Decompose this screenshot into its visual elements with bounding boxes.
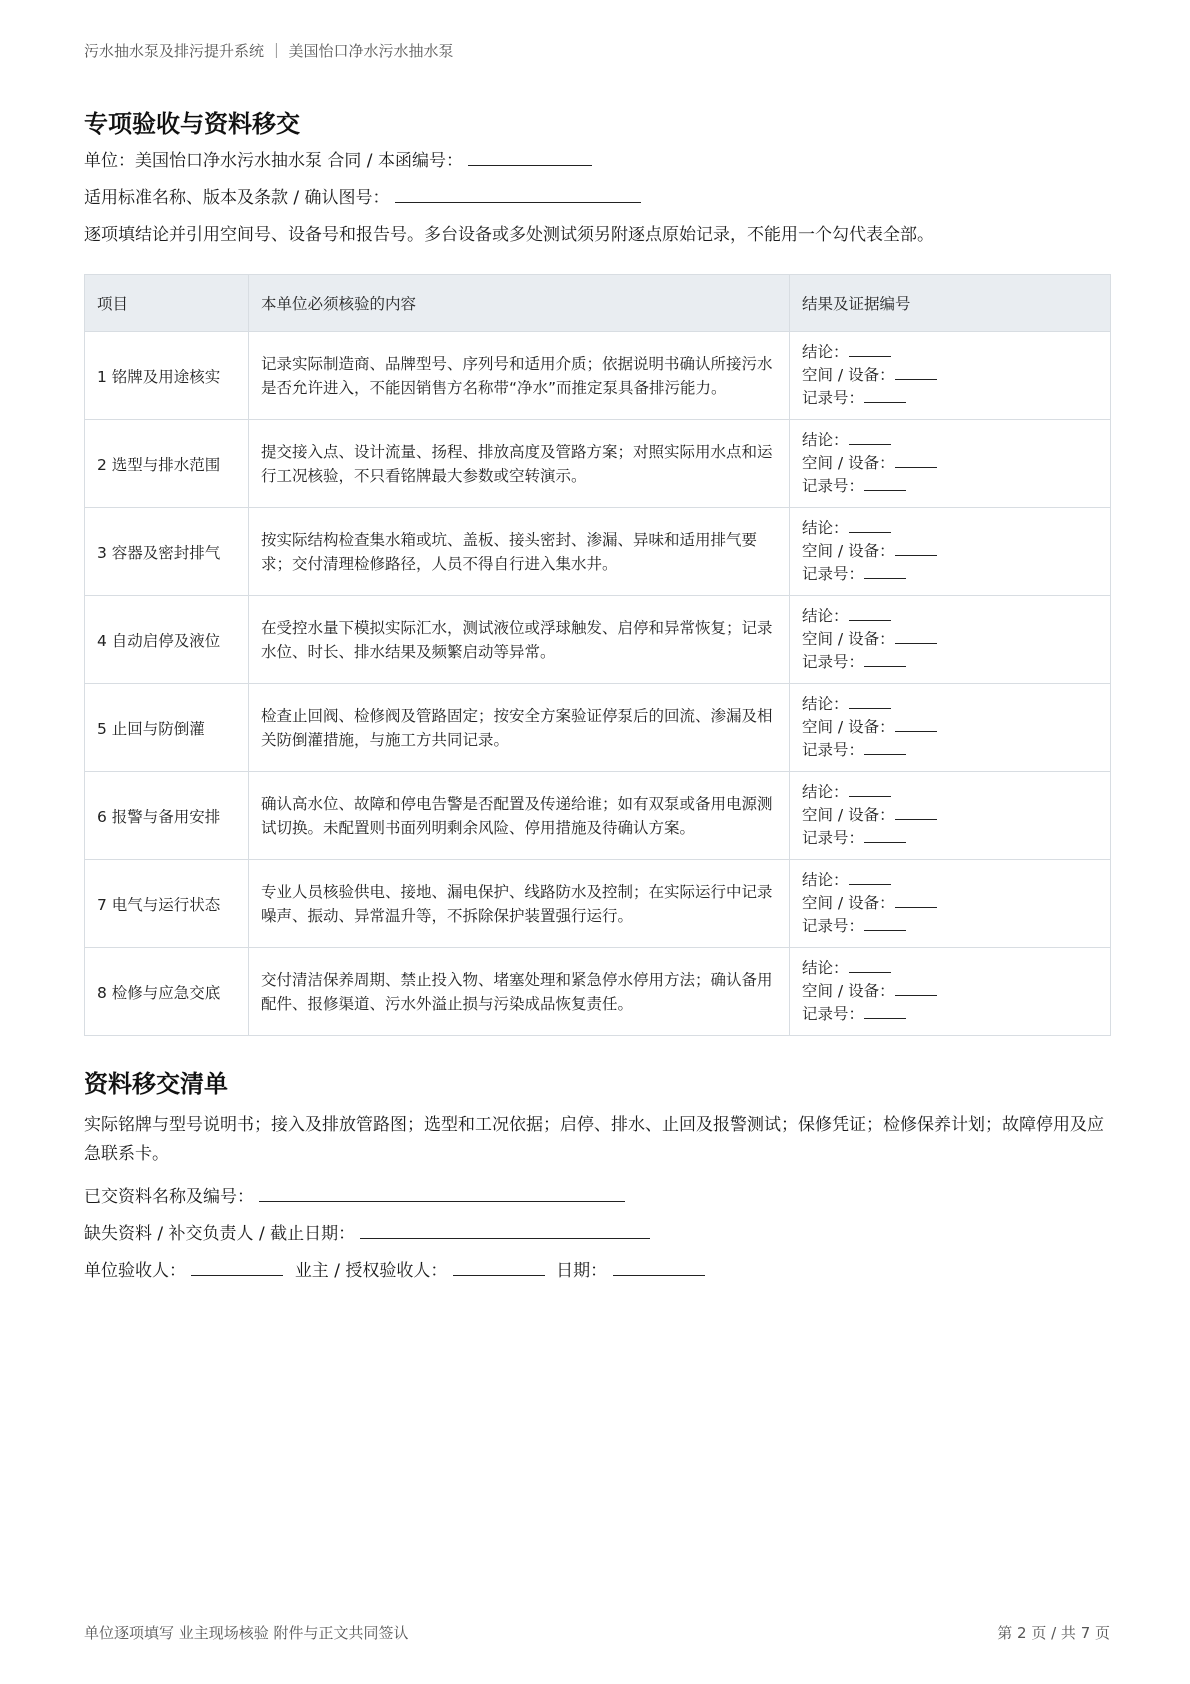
result-line	[802, 651, 1098, 674]
result-line	[802, 980, 1098, 1003]
missing-docs-field[interactable]	[360, 1220, 650, 1239]
record-number-field[interactable]	[864, 827, 906, 843]
result-label: 空间 / 设备：	[802, 366, 895, 384]
result-label: 结论：	[802, 783, 849, 801]
row-item: 3 容器及密封排气	[85, 508, 249, 596]
unit-line	[84, 146, 592, 171]
result-line	[802, 804, 1098, 827]
delivered-docs-label: 已交资料名称及编号：	[84, 1187, 254, 1207]
instruction-line: 逐项填结论并引用空间号、设备号和报告号。多台设备或多处测试须另附逐点原始记录，不能用一个勾代表全部。	[84, 225, 934, 245]
result-label: 结论：	[802, 519, 849, 537]
result-label: 记录号：	[802, 917, 865, 935]
row-result	[790, 596, 1111, 684]
row-result	[790, 684, 1111, 772]
result-line	[802, 341, 1098, 364]
row-item: 5 止回与防倒灌	[85, 684, 249, 772]
result-label: 空间 / 设备：	[802, 718, 895, 736]
unit-acceptor-field[interactable]	[191, 1257, 283, 1276]
row-result	[790, 948, 1111, 1036]
conclusion-field[interactable]	[849, 781, 891, 797]
result-line	[802, 827, 1098, 850]
result-label: 空间 / 设备：	[802, 454, 895, 472]
row-item: 7 电气与运行状态	[85, 860, 249, 948]
space-device-field[interactable]	[895, 452, 937, 468]
row-content: 记录实际制造商、品牌型号、序列号和适用介质；依据说明书确认所接污水是否允许进入，不能因销售方名称带“净水”而推定泵具备排污能力。	[249, 332, 790, 420]
table-row	[85, 948, 1111, 1036]
record-number-field[interactable]	[864, 739, 906, 755]
result-line	[802, 605, 1098, 628]
conclusion-field[interactable]	[849, 429, 891, 445]
date-field[interactable]	[613, 1257, 705, 1276]
unit-acceptor-label: 单位验收人：	[84, 1261, 186, 1281]
row-content: 确认高水位、故障和停电告警是否配置及传递给谁；如有双泵或备用电源测试切换。未配置则书面列明剩余风险、停用措施及待确认方案。	[249, 772, 790, 860]
result-line	[802, 1003, 1098, 1026]
record-number-field[interactable]	[864, 1003, 906, 1019]
table-row	[85, 596, 1111, 684]
header-result: 结果及证据编号	[790, 275, 1111, 332]
signature-line	[84, 1256, 705, 1281]
result-label: 空间 / 设备：	[802, 894, 895, 912]
result-line	[802, 540, 1098, 563]
result-line	[802, 475, 1098, 498]
row-item: 4 自动启停及液位	[85, 596, 249, 684]
date-label: 日期：	[556, 1261, 608, 1281]
result-label: 结论：	[802, 431, 849, 449]
result-label: 空间 / 设备：	[802, 542, 895, 560]
handover-list: 实际铭牌与型号说明书；接入及排放管路图；选型和工况依据；启停、排水、止回及报警测试；保修凭证；检修保养计划；故障停用及应急联系卡。	[84, 1115, 1104, 1164]
owner-acceptor-label: 业主 / 授权验收人：	[294, 1261, 448, 1281]
result-line	[802, 716, 1098, 739]
header-content: 本单位必须核验的内容	[249, 275, 790, 332]
row-result	[790, 420, 1111, 508]
result-line	[802, 915, 1098, 938]
space-device-field[interactable]	[895, 540, 937, 556]
result-line	[802, 387, 1098, 410]
table-row	[85, 420, 1111, 508]
record-number-field[interactable]	[864, 651, 906, 667]
result-label: 空间 / 设备：	[802, 982, 895, 1000]
result-line	[802, 957, 1098, 980]
result-line	[802, 628, 1098, 651]
result-label: 记录号：	[802, 389, 865, 407]
record-number-field[interactable]	[864, 387, 906, 403]
result-line	[802, 563, 1098, 586]
result-line	[802, 739, 1098, 762]
delivered-docs-field[interactable]	[259, 1183, 625, 1202]
conclusion-field[interactable]	[849, 957, 891, 973]
row-item: 6 报警与备用安排	[85, 772, 249, 860]
row-content: 提交接入点、设计流量、扬程、排放高度及管路方案；对照实际用水点和运行工况核验，不只看铭牌最大参数或空转演示。	[249, 420, 790, 508]
table-row	[85, 860, 1111, 948]
unit-line-label: 单位：美国怡口净水污水抽水泵 合同 / 本函编号：	[84, 151, 463, 171]
page-number: 第 2 页 / 共 7 页	[997, 1624, 1110, 1642]
header-item: 项目	[85, 275, 249, 332]
result-line	[802, 517, 1098, 540]
result-line	[802, 452, 1098, 475]
result-label: 结论：	[802, 959, 849, 977]
result-label: 记录号：	[802, 1005, 865, 1023]
space-device-field[interactable]	[895, 364, 937, 380]
missing-docs-line	[84, 1219, 650, 1244]
row-content: 交付清洁保养周期、禁止投入物、堵塞处理和紧急停水停用方法；确认备用配件、报修渠道、污水外溢止损与污染成品恢复责任。	[249, 948, 790, 1036]
table-row	[85, 684, 1111, 772]
row-content: 在受控水量下模拟实际汇水，测试液位或浮球触发、启停和异常恢复；记录水位、时长、排水结果及频繁启动等异常。	[249, 596, 790, 684]
record-number-field[interactable]	[864, 563, 906, 579]
running-header: 污水抽水泵及排污提升系统 ｜ 美国怡口净水污水抽水泵	[84, 42, 454, 60]
space-device-field[interactable]	[895, 716, 937, 732]
result-label: 空间 / 设备：	[802, 806, 895, 824]
result-line	[802, 892, 1098, 915]
owner-acceptor-field[interactable]	[453, 1257, 545, 1276]
conclusion-field[interactable]	[849, 341, 891, 357]
conclusion-field[interactable]	[849, 693, 891, 709]
conclusion-field[interactable]	[849, 869, 891, 885]
result-line	[802, 693, 1098, 716]
row-result	[790, 332, 1111, 420]
section-title: 专项验收与资料移交	[84, 110, 300, 138]
conclusion-field[interactable]	[849, 605, 891, 621]
space-device-field[interactable]	[895, 892, 937, 908]
table-row	[85, 332, 1111, 420]
row-result	[790, 508, 1111, 596]
space-device-field[interactable]	[895, 628, 937, 644]
result-label: 结论：	[802, 607, 849, 625]
space-device-field[interactable]	[895, 804, 937, 820]
record-number-field[interactable]	[864, 475, 906, 491]
row-item: 2 选型与排水范围	[85, 420, 249, 508]
row-result	[790, 772, 1111, 860]
result-label: 记录号：	[802, 741, 865, 759]
record-number-field[interactable]	[864, 915, 906, 931]
result-label: 记录号：	[802, 565, 865, 583]
result-label: 记录号：	[802, 653, 865, 671]
table-row	[85, 508, 1111, 596]
standard-drawing-field[interactable]	[395, 184, 641, 203]
missing-docs-label: 缺失资料 / 补交负责人 / 截止日期：	[84, 1224, 356, 1244]
result-line	[802, 429, 1098, 452]
table-row	[85, 772, 1111, 860]
row-content: 按实际结构检查集水箱或坑、盖板、接头密封、渗漏、异味和适用排气要求；交付清理检修路径，人员不得自行进入集水井。	[249, 508, 790, 596]
conclusion-field[interactable]	[849, 517, 891, 533]
result-label: 结论：	[802, 343, 849, 361]
table-header-row	[85, 275, 1111, 332]
row-item: 8 检修与应急交底	[85, 948, 249, 1036]
delivered-docs-line	[84, 1182, 625, 1207]
row-item: 1 铭牌及用途核实	[85, 332, 249, 420]
row-result	[790, 860, 1111, 948]
result-line	[802, 781, 1098, 804]
space-device-field[interactable]	[895, 980, 937, 996]
result-line	[802, 869, 1098, 892]
row-content: 检查止回阀、检修阀及管路固定；按安全方案验证停泵后的回流、渗漏及相关防倒灌措施，与施工方共同记录。	[249, 684, 790, 772]
result-label: 结论：	[802, 871, 849, 889]
row-content: 专业人员核验供电、接地、漏电保护、线路防水及控制；在实际运行中记录噪声、振动、异常温升等，不拆除保护装置强行运行。	[249, 860, 790, 948]
footer-note: 单位逐项填写 业主现场核验 附件与正文共同签认	[84, 1624, 409, 1642]
result-label: 结论：	[802, 695, 849, 713]
contract-number-field[interactable]	[468, 147, 592, 166]
result-label: 记录号：	[802, 477, 865, 495]
handover-title: 资料移交清单	[84, 1070, 228, 1098]
standard-line	[84, 183, 641, 208]
result-line	[802, 364, 1098, 387]
standard-line-label: 适用标准名称、版本及条款 / 确认图号：	[84, 188, 390, 208]
result-label: 空间 / 设备：	[802, 630, 895, 648]
acceptance-table	[84, 274, 1111, 1036]
result-label: 记录号：	[802, 829, 865, 847]
